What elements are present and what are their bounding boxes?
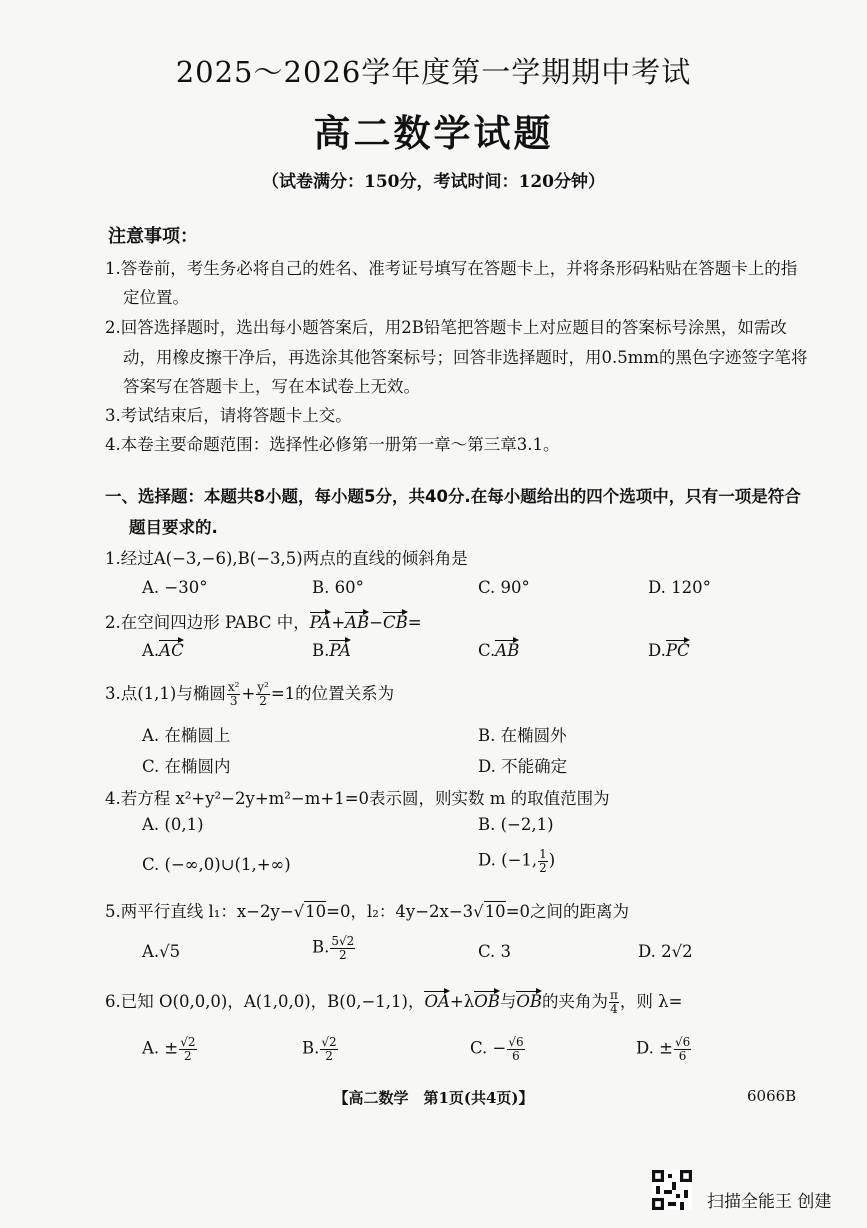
- q1-option-a: A. −30°: [142, 578, 208, 597]
- section-heading: 一、选择题：本题共8小题，每小题5分，共40分.在每小题给出的四个选项中，只有一项是符合: [105, 487, 801, 506]
- q5-radicand-2: 10: [484, 902, 506, 921]
- exam-info: （试卷满分：150分，考试时间：120分钟）: [262, 172, 605, 192]
- q2-option-b: B.PA: [312, 641, 351, 660]
- q3-option-d: D. 不能确定: [478, 757, 568, 776]
- notes-heading: 注意事项：: [108, 226, 198, 247]
- q2-vector-ab: AB: [345, 613, 370, 632]
- qr-code-icon: [652, 1170, 692, 1210]
- note-2-cont2: 答案写在答题卡上，写在本试卷上无效。: [123, 377, 420, 396]
- q3-fraction-y: $\frac{\text{y²}}{2}$: [257, 680, 269, 708]
- q5-option-a: A.√5: [142, 942, 181, 961]
- scanner-watermark: 扫描全能王 创建: [707, 1192, 832, 1212]
- question-4-stem: 4.若方程 x²+y²−2y+m²−m+1=0表示圆，则实数 m 的取值范围为: [105, 789, 610, 808]
- q4-option-a: A. (0,1): [142, 815, 204, 834]
- note-2: 2.回答选择题时，选出每小题答案后，用2B铅笔把答题卡上对应题目的答案标号涂黑，如需改: [105, 318, 787, 337]
- q5-radicand-1: 10: [305, 902, 327, 921]
- question-5-stem: 5.两平行直线 l₁：x−2y−√10=0，l₂：4y−2x−3√10=0之间的距离为: [105, 902, 630, 921]
- q4-option-c: C. (−∞,0)∪(1,+∞): [142, 855, 291, 874]
- q2-vector-cb: CB: [383, 613, 408, 632]
- q3-option-a: A. 在椭圆上: [142, 726, 231, 745]
- q3-fraction-x: $\frac{\text{x²}}{3}$: [227, 680, 240, 708]
- q2-equals: =: [407, 613, 422, 632]
- note-1: 1.答卷前，考生务必将自己的姓名、准考证号填写在答题卡上，并将条形码粘贴在答题卡上的指: [105, 259, 798, 278]
- q2-option-c: C.AB: [478, 641, 520, 660]
- note-1-cont: 定位置。: [123, 288, 189, 307]
- q2-option-a: A.AC: [142, 641, 184, 660]
- page-footer: 【高二数学 第1页(共4页)】: [333, 1089, 534, 1107]
- q6-option-d: D. ± $\frac{√6}{6}$: [636, 1035, 691, 1063]
- note-3: 3.考试结束后，请将答题卡上交。: [105, 406, 352, 425]
- question-6-stem: 6.已知 O(0,0,0)，A(1,0,0)，B(0,−1,1)，OA+λOB与OB的夹角为 $\frac{\pi}{4}$ ，则 λ=: [105, 988, 683, 1016]
- q3-option-b: B. 在椭圆外: [478, 726, 567, 745]
- exam-title: 2025～2026学年度第一学期期中考试: [175, 55, 692, 89]
- q5-option-d: D. 2√2: [638, 942, 693, 961]
- question-1-stem: 1.经过A(−3,−6),B(−3,5)两点的直线的倾斜角是: [105, 549, 468, 568]
- q4-option-d: D. (−1, $\frac{1}{2}$ ): [478, 847, 556, 875]
- q6-option-c: C. − $\frac{√6}{6}$: [470, 1035, 524, 1063]
- subject-title: 高二数学试题: [313, 111, 554, 155]
- q5-option-b: B. $\frac{5√2}{2}$: [312, 934, 355, 962]
- question-3-stem: 3.点(1,1)与椭圆 $\frac{\text{x²}}{3}$ + $\frac{\text{y²}}{2}$ =1的位置关系为: [105, 680, 395, 708]
- q2-stem-text: 2.在空间四边形 PABC 中，: [105, 613, 310, 632]
- q6-option-a: A. ± $\frac{√2}{2}$: [142, 1035, 196, 1063]
- note-2-cont: 动，用橡皮擦干净后，再选涂其他答案标号；回答非选择题时，用0.5mm的黑色字迹签字笔将: [123, 348, 808, 367]
- q6-option-b: B. $\frac{√2}{2}$: [302, 1035, 337, 1063]
- question-2-stem: 2.在空间四边形 PABC 中，PA+AB−CB=: [105, 613, 422, 632]
- q1-option-c: C. 90°: [478, 578, 530, 597]
- section-heading-cont: 题目要求的.: [129, 518, 218, 537]
- q2-option-d: D.PC: [648, 641, 690, 660]
- q4-option-b: B. (−2,1): [478, 815, 554, 834]
- q5-option-c: C. 3: [478, 942, 512, 961]
- exam-code: 6066B: [747, 1087, 797, 1105]
- q6-angle-fraction: $\frac{\pi}{4}$: [610, 988, 618, 1016]
- q1-option-b: B. 60°: [312, 578, 364, 597]
- q2-vector-pa: PA: [309, 613, 332, 632]
- q1-option-d: D. 120°: [648, 578, 711, 597]
- q3-option-c: C. 在椭圆内: [142, 757, 231, 776]
- note-4: 4.本卷主要命题范围：选择性必修第一册第一章～第三章3.1。: [105, 435, 560, 454]
